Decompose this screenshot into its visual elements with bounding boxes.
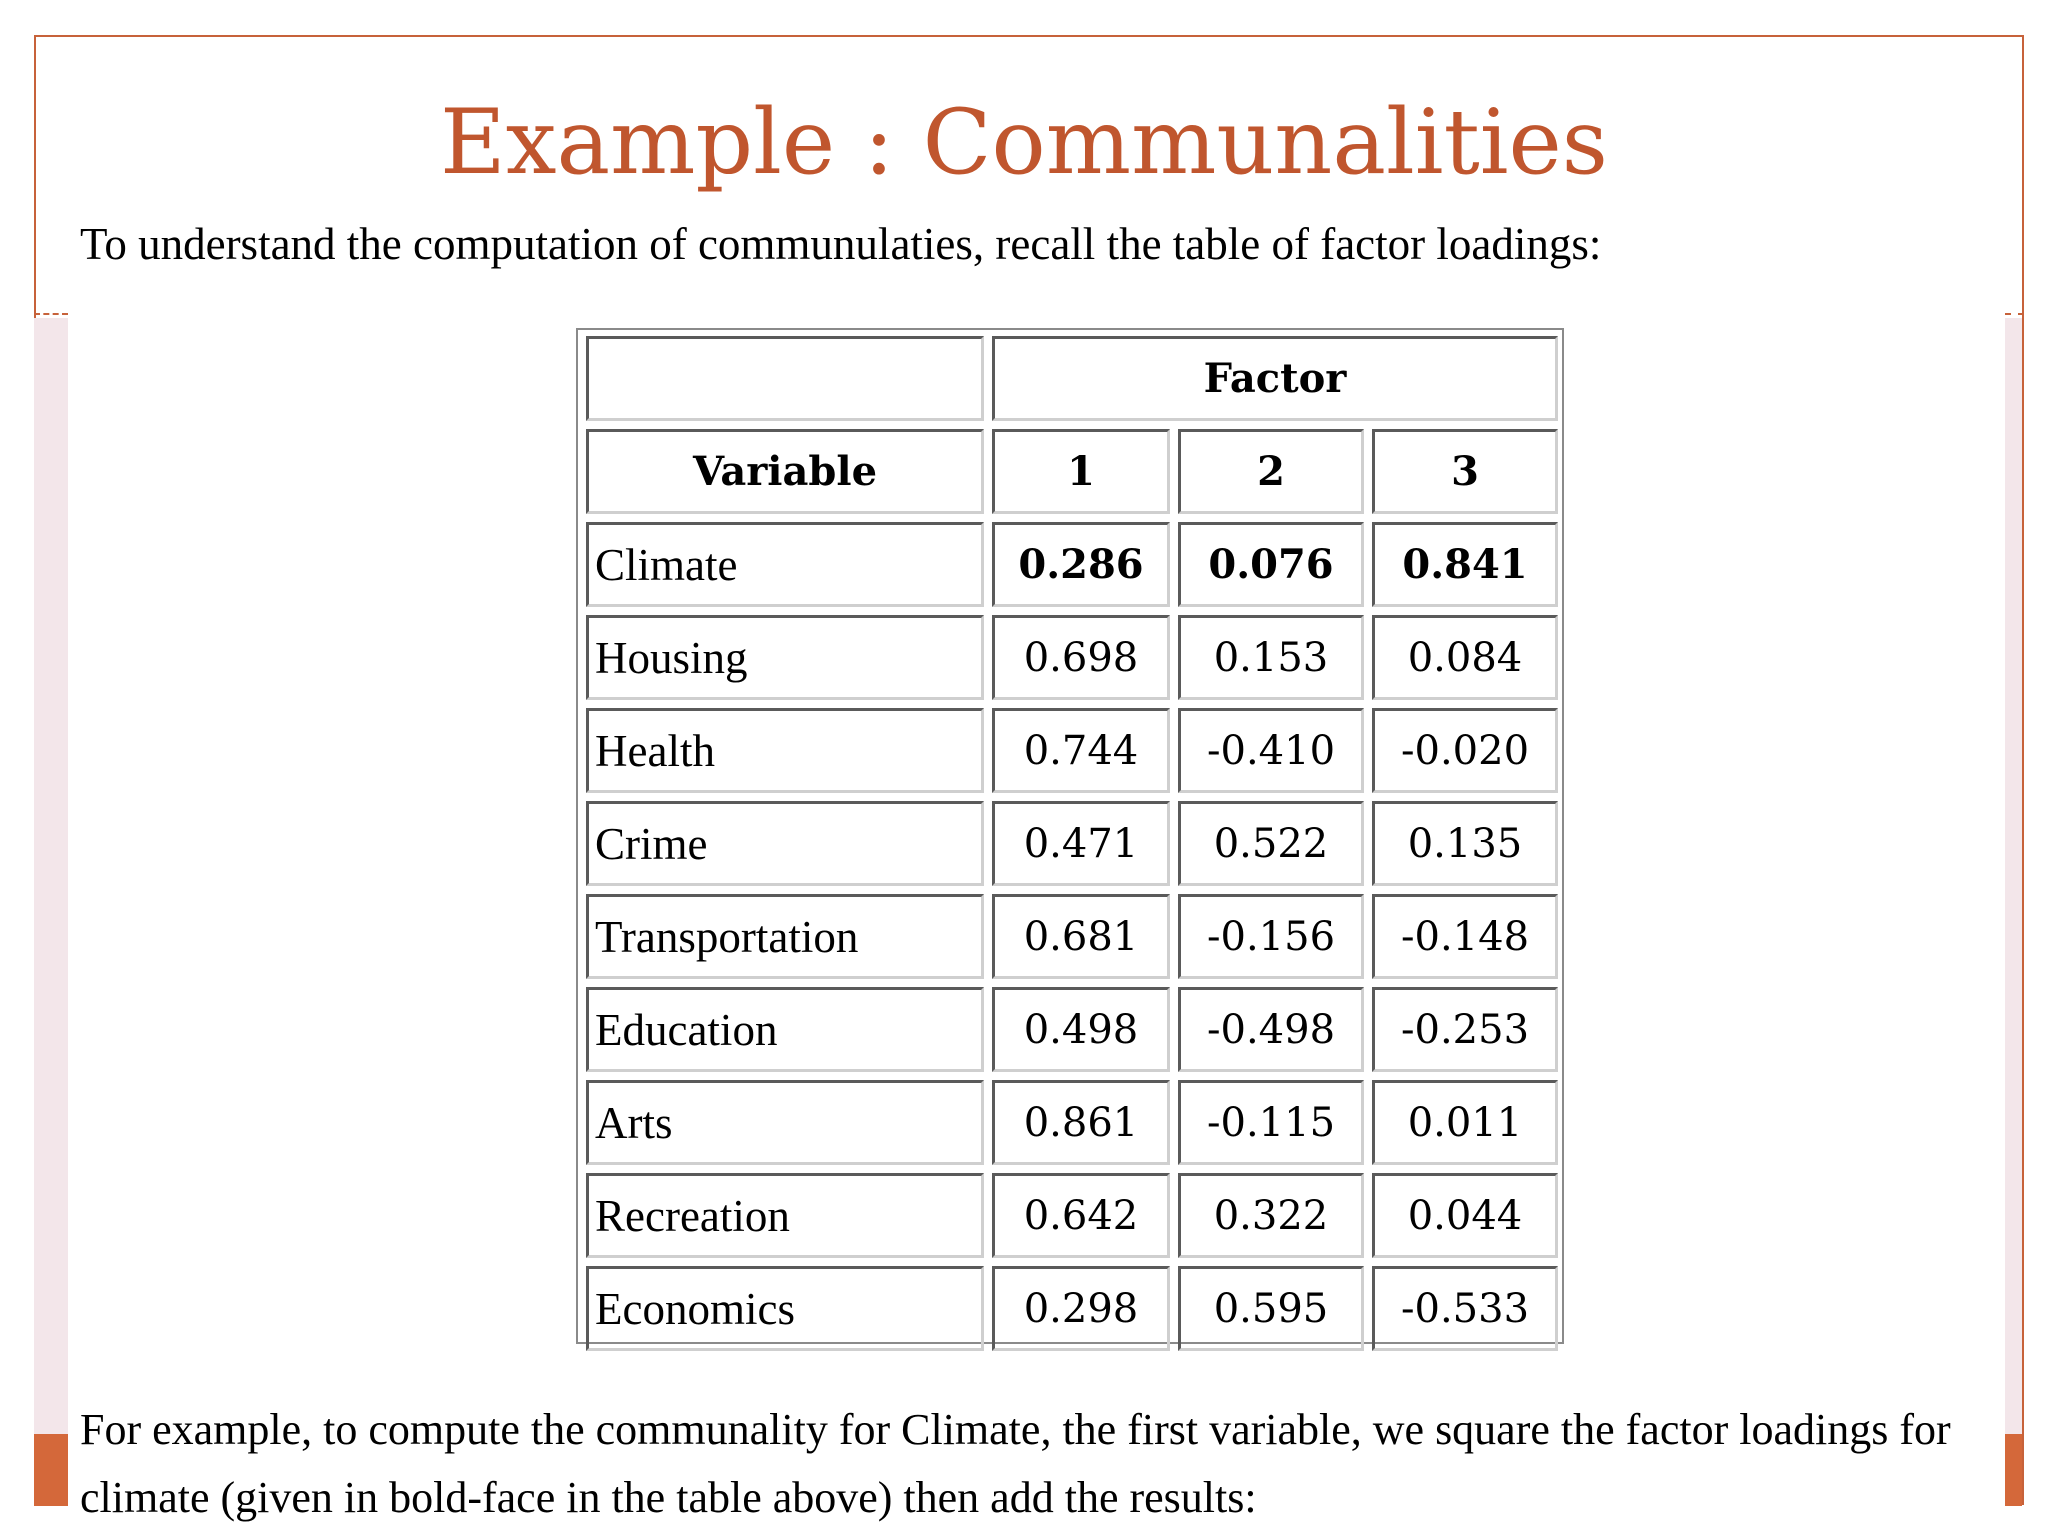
factor-1-cell: 0.861 <box>992 1080 1170 1165</box>
empty-header-cell <box>586 336 984 421</box>
factor-2-cell: 0.522 <box>1178 801 1364 886</box>
factor-group-header: Factor <box>992 336 1558 421</box>
frame-divider-left <box>34 313 68 315</box>
variable-cell: Climate <box>586 522 984 607</box>
table-row <box>586 987 1558 1072</box>
variable-header: Variable <box>586 429 984 514</box>
variable-cell: Crime <box>586 801 984 886</box>
factor-loadings-table-frame <box>576 328 1564 1344</box>
factor-1-cell: 0.642 <box>992 1173 1170 1258</box>
factor-3-cell: 0.011 <box>1372 1080 1558 1165</box>
factor-2-cell: 0.322 <box>1178 1173 1364 1258</box>
table-row <box>586 615 1558 700</box>
variable-cell: Recreation <box>586 1173 984 1258</box>
factor-1-cell: 0.681 <box>992 894 1170 979</box>
intro-text: To understand the computation of communulaties, recall the table of factor loadings: <box>80 219 1602 269</box>
factor-1-header: 1 <box>992 429 1170 514</box>
factor-3-cell: -0.020 <box>1372 708 1558 793</box>
factor-2-cell: -0.115 <box>1178 1080 1364 1165</box>
table-row <box>586 708 1558 793</box>
factor-3-cell: 0.841 <box>1372 522 1558 607</box>
side-band-right <box>2005 318 2022 1434</box>
factor-3-cell: -0.533 <box>1372 1266 1558 1351</box>
factor-3-cell: 0.084 <box>1372 615 1558 700</box>
outro-text: For example, to compute the communality for Climate, the first variable, we square the factor loadings for climate (given in bold-face in the table above) then add the results: <box>80 1405 1951 1522</box>
factor-1-cell: 0.286 <box>992 522 1170 607</box>
factor-2-cell: 0.153 <box>1178 615 1364 700</box>
factor-2-cell: 0.595 <box>1178 1266 1364 1351</box>
factor-loadings-table <box>578 328 1566 1359</box>
table-row <box>586 1173 1558 1258</box>
factor-3-header: 3 <box>1372 429 1558 514</box>
factor-1-cell: 0.498 <box>992 987 1170 1072</box>
accent-bar-left <box>34 1434 68 1506</box>
table-row <box>586 801 1558 886</box>
table-row <box>586 1266 1558 1351</box>
factor-2-cell: -0.410 <box>1178 708 1364 793</box>
factor-3-cell: 0.135 <box>1372 801 1558 886</box>
factor-2-cell: -0.156 <box>1178 894 1364 979</box>
variable-cell: Arts <box>586 1080 984 1165</box>
factor-3-cell: 0.044 <box>1372 1173 1558 1258</box>
factor-1-cell: 0.298 <box>992 1266 1170 1351</box>
table-row <box>586 522 1558 607</box>
factor-1-cell: 0.698 <box>992 615 1170 700</box>
table-row <box>586 894 1558 979</box>
factor-3-cell: -0.148 <box>1372 894 1558 979</box>
factor-2-cell: 0.076 <box>1178 522 1364 607</box>
table-row <box>586 1080 1558 1165</box>
slide-title: Example : Communalities <box>440 90 1608 195</box>
factor-1-cell: 0.471 <box>992 801 1170 886</box>
table-header-row-group <box>586 336 1558 421</box>
variable-cell: Housing <box>586 615 984 700</box>
variable-cell: Health <box>586 708 984 793</box>
variable-cell: Transportation <box>586 894 984 979</box>
variable-cell: Education <box>586 987 984 1072</box>
variable-cell: Economics <box>586 1266 984 1351</box>
factor-2-cell: -0.498 <box>1178 987 1364 1072</box>
factor-2-header: 2 <box>1178 429 1364 514</box>
frame-divider-right <box>2005 313 2024 315</box>
side-band-left <box>34 318 68 1434</box>
table-header-row <box>586 429 1558 514</box>
factor-1-cell: 0.744 <box>992 708 1170 793</box>
factor-3-cell: -0.253 <box>1372 987 1558 1072</box>
